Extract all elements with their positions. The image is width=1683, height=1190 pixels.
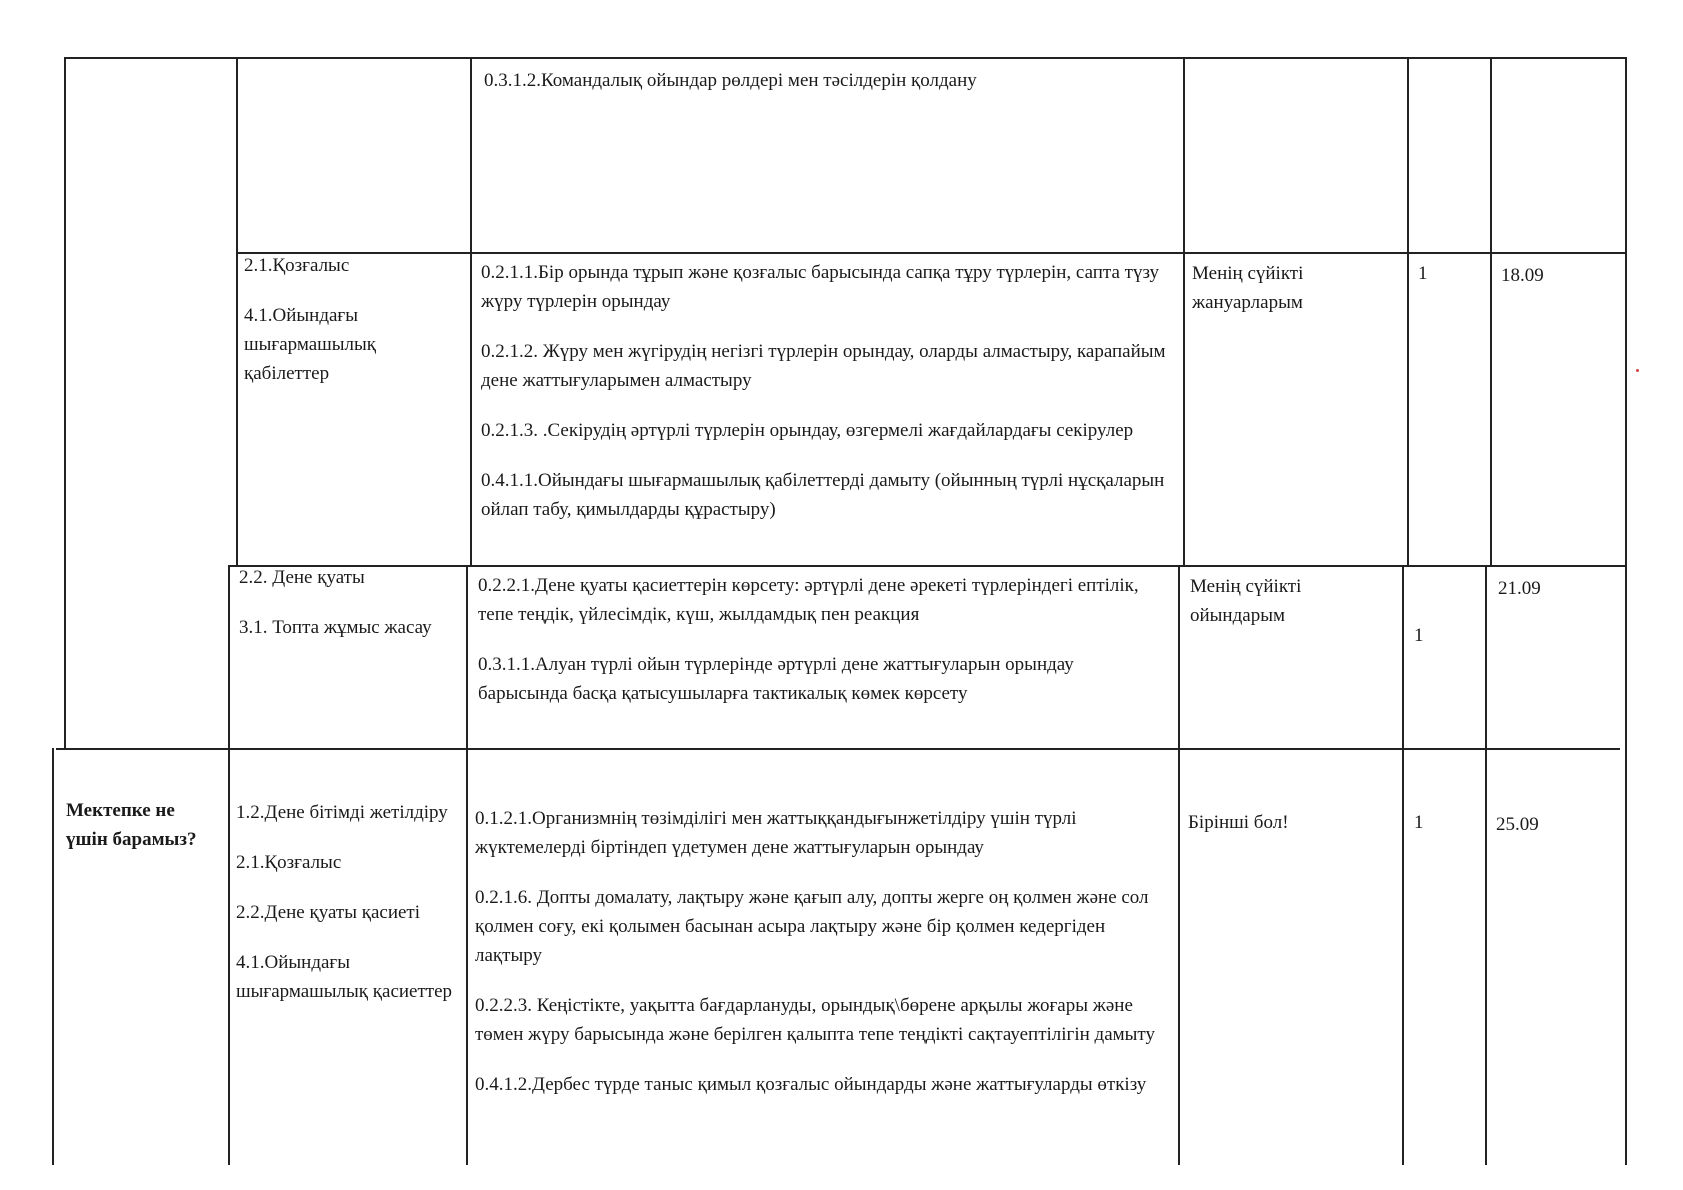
hours-cell: 1 [1414, 812, 1424, 833]
theme-cell: Бірінші бол! [1188, 812, 1289, 833]
topic-text: 2.2. Дене қуаты [239, 567, 365, 588]
objective-text: 0.4.1.1.Ойындағы шығармашылық қабілеттерді дамыту (ойынның түрлі нұсқаларын ойлап табу, қимылдарды құрастыру) [481, 470, 1165, 520]
theme-cell: Менің сүйікті жануарларым [1192, 263, 1304, 313]
column-divider [228, 565, 230, 1165]
objective-text: 0.2.2.3. Кеңістікте, уақытта бағдарлануды, орындық\бөрене арқылы жоғары және төмен жүру барысында және берілген қалыпта тепе теңдікті сақтауептілігін дамыту [475, 995, 1155, 1045]
section-title: Мектепке не үшін барамыз? [66, 800, 197, 850]
date-cell: 25.09 [1496, 814, 1539, 835]
objective-text: 0.4.1.2.Дербес түрде таныс қимыл қозғалыс ойындарды және жаттығуларды өткізу [475, 1074, 1147, 1095]
objective-text: 0.1.2.1.Организмнің төзімділігі мен жаттыққандығынжетілдіру үшін түрлі жүктемелерді біртіндеп үдетумен дене жаттығуларын орындау [475, 808, 1077, 858]
theme-cell: Менің сүйікті ойындарым [1190, 576, 1302, 626]
topic-text: 4.1.Ойындағы шығармашылық қасиеттер [236, 952, 453, 1002]
column-divider [1407, 57, 1409, 565]
column-divider [466, 565, 468, 1165]
hours-cell: 1 [1414, 625, 1424, 646]
table-top-border [64, 57, 1626, 59]
topic-text: 1.2.Дене бітімді жетілдіру [236, 802, 448, 823]
column-divider [470, 57, 472, 565]
topics-cell [244, 251, 459, 388]
column-divider [64, 57, 66, 748]
column-divider [1625, 57, 1627, 1165]
hours-cell: 1 [1418, 263, 1428, 284]
objective-text: 0.3.1.2.Командалық ойындар рөлдері мен тәсілдерін қолдану [484, 70, 977, 91]
date-cell: 18.09 [1501, 265, 1544, 286]
topics-cell [236, 798, 458, 1006]
topics-cell [239, 563, 454, 642]
topic-text: 2.1.Қозғалыс [236, 852, 342, 873]
scan-speck [1636, 369, 1639, 372]
objectives-cell [478, 571, 1168, 708]
topic-text: 4.1.Ойындағы шығармашылық қабілеттер [244, 305, 377, 384]
topic-text: 3.1. Топта жұмыс жасау [239, 617, 432, 638]
column-divider [1183, 57, 1185, 565]
objective-text: 0.2.1.6. Допты домалату, лақтыру және қағып алу, допты жерге оң қолмен және сол қолмен соғу, екі қолымен басынан асыра лақтыру және бір қолмен кедергіден лақтыру [475, 887, 1149, 966]
column-divider [1402, 565, 1404, 1165]
objectives-cell [481, 258, 1176, 524]
objectives-cell [475, 804, 1170, 1099]
column-divider [1490, 57, 1492, 565]
objective-text: 0.2.2.1.Дене қуаты қасиеттерін көрсету: әртүрлі дене әрекеті түрлеріндегі ептілік, тепе теңдік, үйлесімдік, күш, жылдамдық пен реакция [478, 575, 1139, 625]
row-divider [56, 748, 1620, 750]
objective-text: 0.2.1.1.Бір орында тұрып және қозғалыс барысында сапқа тұру түрлерін, сапта түзу жүру түрлерін орындау [481, 262, 1160, 312]
column-divider [236, 57, 238, 565]
topic-text: 2.1.Қозғалыс [244, 255, 350, 276]
column-divider [52, 748, 54, 1165]
objectives-cell [484, 66, 1174, 95]
column-divider [1178, 565, 1180, 1165]
column-divider [1485, 565, 1487, 1165]
objective-text: 0.3.1.1.Алуан түрлі ойын түрлерінде әртүрлі дене жаттығуларын орындау барысында басқа қатысушыларға тактикалық көмек көрсету [478, 654, 1074, 704]
objective-text: 0.2.1.3. .Секірудің әртүрлі түрлерін орындау, өзгермелі жағдайлардағы секірулер [481, 420, 1134, 441]
date-cell: 21.09 [1498, 578, 1541, 599]
topic-text: 2.2.Дене қуаты қасиеті [236, 902, 420, 923]
objective-text: 0.2.1.2. Жүру мен жүгірудің негізгі түрлерін орындау, оларды алмастыру, карапайым дене жаттығуларымен алмастыру [481, 341, 1166, 391]
